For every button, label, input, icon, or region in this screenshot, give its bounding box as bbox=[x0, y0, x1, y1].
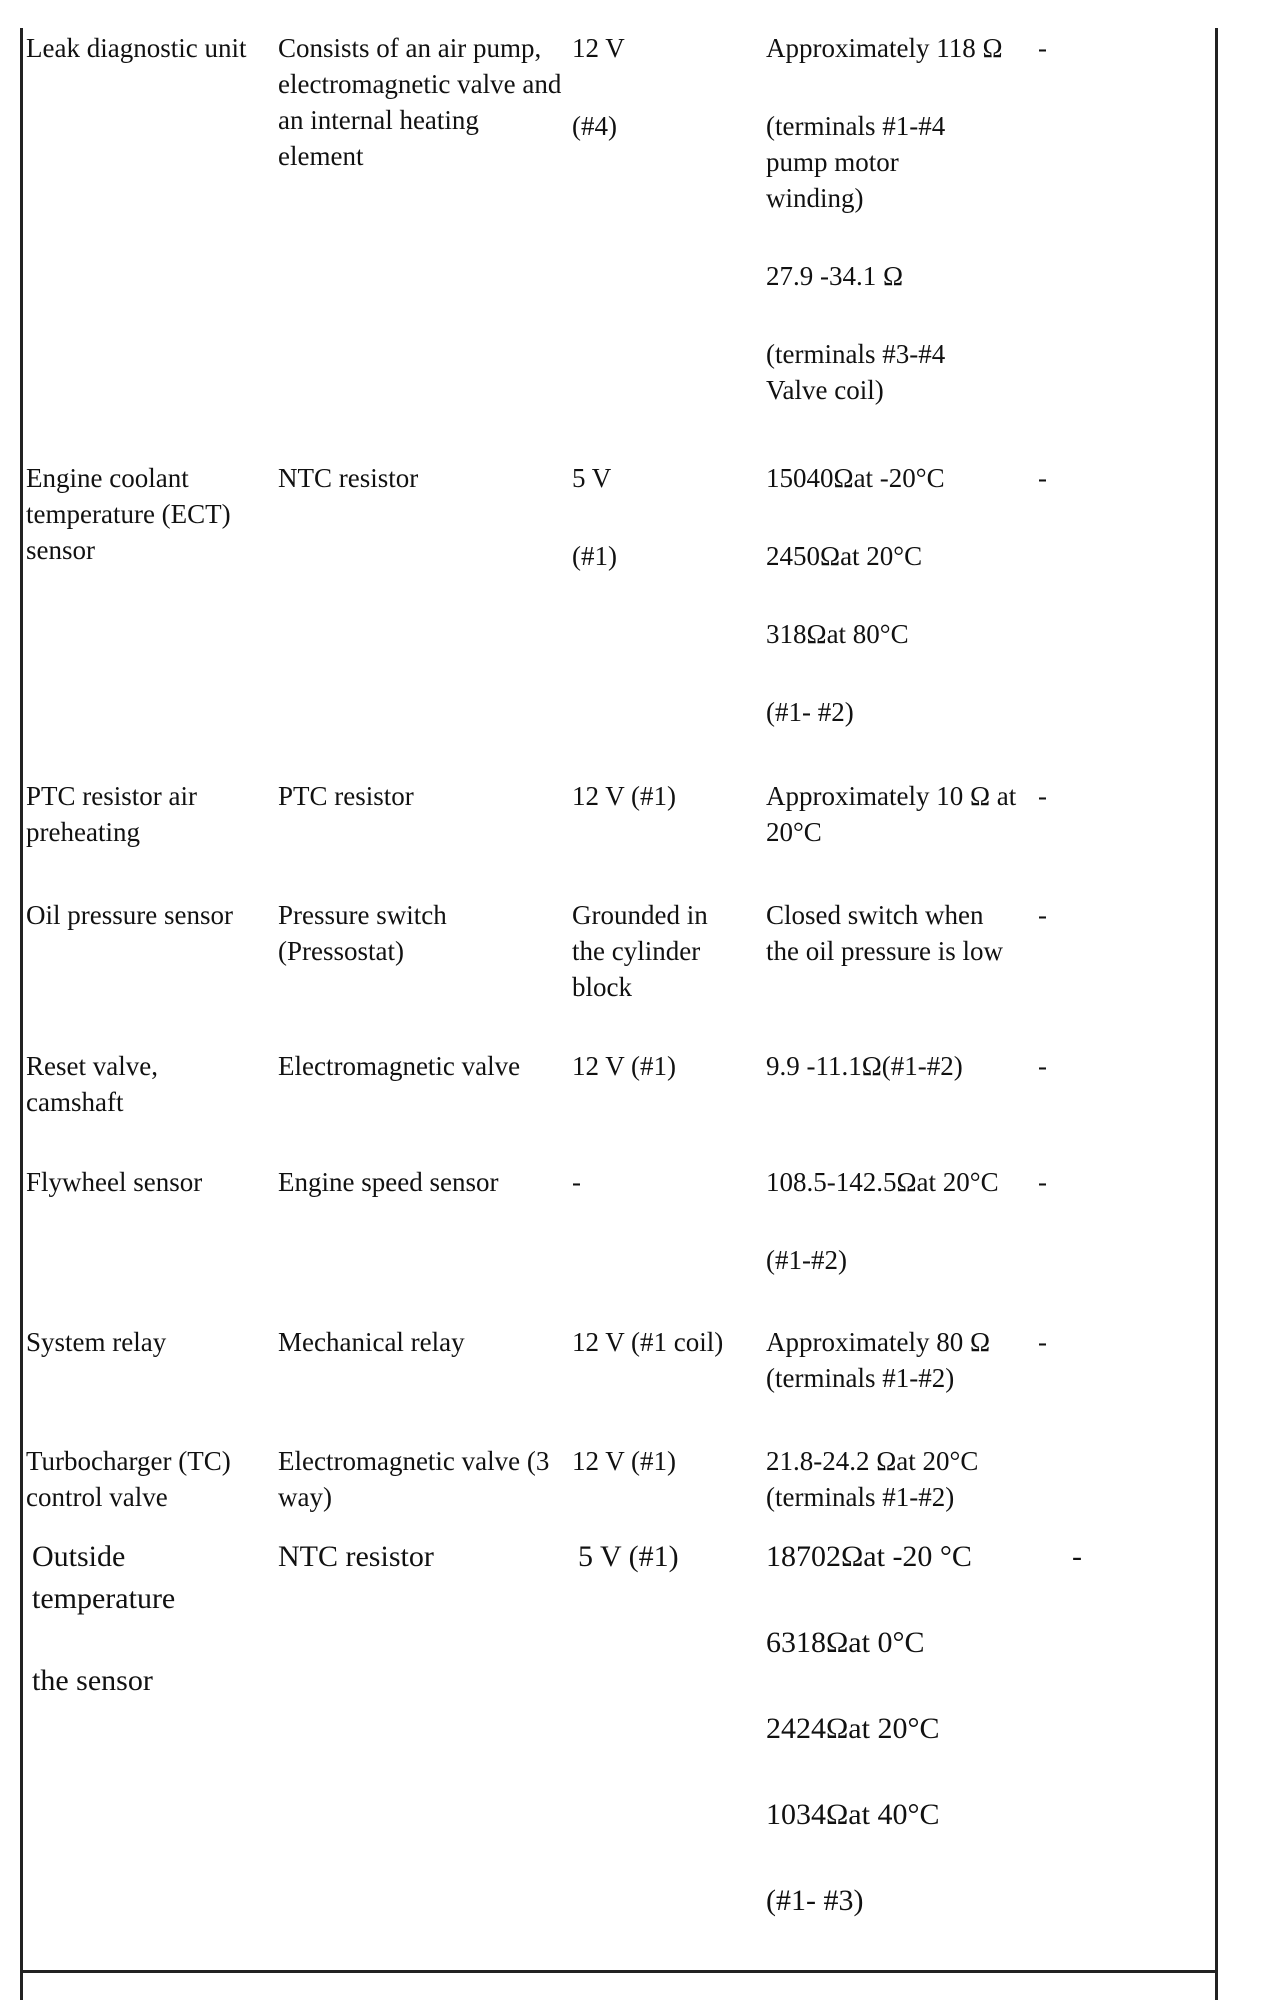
resistance-line: (#1-#2) bbox=[766, 1245, 847, 1275]
resistance-values: Closed switch when the oil pressure is low bbox=[766, 900, 1003, 966]
resistance-values: Approximately 10 Ω at 20°C bbox=[766, 781, 1017, 847]
resistance-line: 6318Ωat 0°C bbox=[766, 1626, 925, 1659]
component-name-line: the sensor bbox=[32, 1664, 153, 1697]
resistance-line: 2424Ωat 20°C bbox=[766, 1712, 940, 1745]
resistance-values bbox=[766, 1164, 1046, 1320]
component-name: Engine coolant temperature (ECT) sensor bbox=[26, 463, 231, 565]
component-name: Leak diagnostic unit bbox=[26, 33, 247, 63]
component-type: NTC resistor bbox=[278, 463, 419, 493]
component-name: Oil pressure sensor bbox=[26, 900, 233, 930]
component-type: Engine speed sensor bbox=[278, 1167, 499, 1197]
voltage-line: 5 V bbox=[572, 463, 612, 493]
supply-voltage: 12 V (#1) bbox=[572, 1051, 677, 1081]
resistance-line: 18702Ωat -20 °C bbox=[766, 1540, 972, 1573]
remark-dash: - bbox=[1038, 900, 1047, 930]
component-name: Flywheel sensor bbox=[26, 1167, 203, 1197]
resistance-values: 9.9 -11.1Ω(#1-#2) bbox=[766, 1051, 963, 1081]
resistance-line: Approximately 118 Ω bbox=[766, 33, 1003, 63]
component-type: Electromagnetic valve bbox=[278, 1051, 521, 1081]
remark-dash: - bbox=[1038, 33, 1047, 63]
component-type: Pressure switch (Pressostat) bbox=[278, 900, 447, 966]
supply-voltage: 12 V (#1) bbox=[572, 1446, 677, 1476]
supply-voltage: 12 V (#1) bbox=[572, 781, 677, 811]
resistance-values bbox=[766, 1536, 1046, 1966]
component-name: PTC resistor air preheating bbox=[26, 781, 197, 847]
resistance-line: (#1- #2) bbox=[766, 697, 854, 727]
remark-dash: - bbox=[1038, 1327, 1047, 1357]
component-name-line: Outside temperature bbox=[32, 1540, 176, 1615]
supply-voltage: 5 V (#1) bbox=[578, 1540, 679, 1573]
component-name bbox=[32, 1536, 252, 1702]
remark-dash: - bbox=[1038, 1051, 1047, 1081]
resistance-line: (#1- #3) bbox=[766, 1884, 864, 1917]
resistance-values: 21.8-24.2 Ωat 20°C (terminals #1-#2) bbox=[766, 1446, 979, 1512]
resistance-values: Approximately 80 Ω (terminals #1-#2) bbox=[766, 1327, 991, 1393]
resistance-values bbox=[766, 30, 1046, 450]
component-type: Consists of an air pump, electromagnetic valve and an internal heating element bbox=[278, 33, 562, 171]
resistance-line: 318Ωat 80°C bbox=[766, 619, 909, 649]
component-type: Mechanical relay bbox=[278, 1327, 465, 1357]
voltage-line: 12 V bbox=[572, 33, 625, 63]
component-name: System relay bbox=[26, 1327, 167, 1357]
table-bottom-border bbox=[20, 1970, 1218, 1973]
supply-voltage bbox=[572, 460, 762, 616]
resistance-line: (terminals #3-#4 Valve coil) bbox=[766, 339, 946, 405]
supply-voltage: Grounded in the cylinder block bbox=[572, 900, 708, 1002]
remark-dash: - bbox=[1072, 1540, 1082, 1573]
supply-voltage: - bbox=[572, 1167, 581, 1197]
component-type: Electromagnetic valve (3 way) bbox=[278, 1446, 550, 1512]
voltage-line: (#1) bbox=[572, 541, 617, 571]
supply-voltage: 12 V (#1 coil) bbox=[572, 1327, 724, 1357]
resistance-line: 15040Ωat -20°C bbox=[766, 463, 945, 493]
component-type: PTC resistor bbox=[278, 781, 414, 811]
resistance-line: 1034Ωat 40°C bbox=[766, 1798, 940, 1831]
resistance-line: 27.9 -34.1 Ω bbox=[766, 261, 904, 291]
component-name: Reset valve, camshaft bbox=[26, 1051, 158, 1117]
component-name: Turbocharger (TC) control valve bbox=[26, 1446, 231, 1512]
remark-dash: - bbox=[1038, 463, 1047, 493]
resistance-line: 2450Ωat 20°C bbox=[766, 541, 923, 571]
component-type: NTC resistor bbox=[278, 1540, 434, 1573]
supply-voltage bbox=[572, 30, 762, 186]
resistance-line: (terminals #1-#4 pump motor winding) bbox=[766, 111, 946, 213]
resistance-line: 108.5-142.5Ωat 20°C bbox=[766, 1167, 999, 1197]
remark-dash: - bbox=[1038, 1167, 1047, 1197]
voltage-line: (#4) bbox=[572, 111, 617, 141]
resistance-values bbox=[766, 460, 1046, 772]
remark-dash: - bbox=[1038, 781, 1047, 811]
